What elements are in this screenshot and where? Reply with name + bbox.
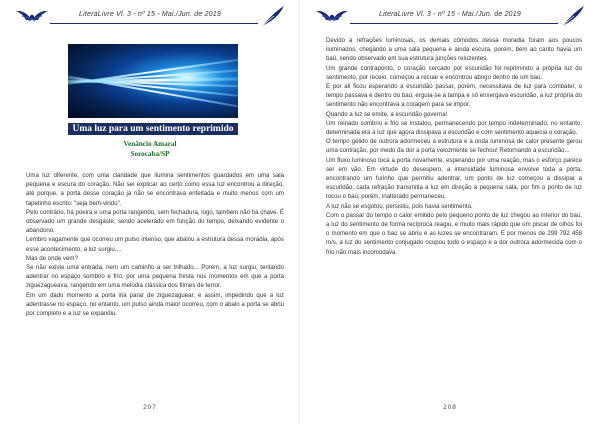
right-header xyxy=(312,6,588,24)
header-rule xyxy=(350,23,558,24)
paragraph: Com o passar do tempo o calor emitido pelo pequeno ponto de luz chegou ao interior do baú, a luz do sentimento de forma recíproca reagiu, e muito mais rápido que um piscar de olhos foi o momento em que o baú se abriu e as luzes se encontraram. E por menos de 299 792 458 m/s, a luz do sentimento conjugado ocupou todo o espaço e a dor outrora adormecida com o frio não mais incomodava. xyxy=(326,211,582,256)
article-author: Venâncio Amaral xyxy=(123,140,177,148)
paragraph: E por ali ficou esperando a escuridão passar, porém, necessitava de luz para combater, o tempo passava e dentro do baú, erguia-se a tampa e só enxergava escuridão, a luz própria do sentimento não encontrava a coragem para se impor. xyxy=(326,83,582,109)
right-page xyxy=(300,0,600,424)
page-number: 207 xyxy=(143,404,157,411)
right-body-text xyxy=(326,36,582,257)
paragraph: A luz não se esgotou, persistiu, pois havia sentimento. xyxy=(326,202,473,210)
paragraph: O tempo gélido de outrora adormeceu a estrutura e a onda luminosa de calor presente gerou uma contração, por medo da dor a porta velozmente se fechou! Retornando a escuridão... xyxy=(326,138,582,155)
paragraph: Se não existe uma entrada, nem um caminho a ser trilhado... Porém, a luz surgiu, tentando adentrar no espaço sombrio e frio, por uma pequena fresta nos momentos em que a porta ziguezagueava, rangendo em uma melodia clássica dos filmes de terror. xyxy=(26,264,284,290)
article-illustration xyxy=(68,44,238,118)
quill-pen-icon xyxy=(560,4,586,28)
paragraph: Lembro vagamente que ocorreu um pulso intenso, que abalou a estrutura dessa moradia, após esse acontecimento, a luz surgiu.... xyxy=(26,236,284,253)
left-body-text xyxy=(26,171,284,318)
article-city: Sorocaba/SP xyxy=(130,150,170,158)
header-text: LiteraLivre Vl. 3 - nº 15 - Mai./Jun. de 2019 xyxy=(79,11,221,18)
quill-pen-icon xyxy=(260,4,286,28)
header-rule xyxy=(50,23,258,24)
paragraph: Devido a refrações luminosas, os demais cômodos dessa moradia foram aos poucos iluminados, chegando a uma sala pequena e ainda escura, porém, bem ao canto havia um baú, sendo observado em sua estrutura junções reluzentes. xyxy=(326,37,582,63)
left-header xyxy=(12,6,288,24)
article-title: Uma luz para um sentimento reprimido xyxy=(68,123,238,135)
paragraph: Uma luz diferente, com uma claridade que ilumina sentimentos guardados em uma sala pequena e escura do coração. Não sei explicar ao certo como essa luz encontrou a direção, até porque, a porta desse coração já não se encontrava enfeitada e muito menos com um tapetinho escrito: "seja bem-vindo". xyxy=(26,172,284,207)
paragraph: Em um dado momento a porta iria parar de ziguezaguear, e assim, impedindo que a luz adentrasse no espaço, no entanto, um pulso ainda maior ocorreu, com o abalo a porta se abriu por completo e a luz se expandiu. xyxy=(26,291,284,318)
paragraph: Um fluxo luminoso tocá a porta novamente, esperando por uma reação, mas o esforço parece ser em vão. Em virtude do desespero, a intensidade luminosa envolve toda a porta, encontrando um furinho que permitiu adentrar, um ponto de luz começou a dissipar a escuridão, cada refração transmitia a luz em direção a pequena sala, por fim o ponto de luz tocou o baú, porém, inalterado permaneceu. xyxy=(326,156,582,201)
paragraph: Mas de onde vem? xyxy=(26,254,78,262)
header-text: LiteraLivre Vl. 3 - nº 15 - Mai./Jun. de 2019 xyxy=(379,11,521,18)
paragraph: Um reinado sombrio e frio se instalou, permanecendo por tempo indeterminado, no entanto, determinada era a luz que agora dissipava a escuridão e com sentimento aquecia o coração. xyxy=(326,119,582,137)
paragraph: Um grande contraponto, o coração cercado por escuridão foi reprimindo a própria luz do sentimento, por receio, começou a recuar e encontrou abrigo dentro de um baú. xyxy=(326,64,582,81)
page-number: 208 xyxy=(443,404,457,411)
paragraph: Quando a luz se emite, a escuridão governa! xyxy=(326,110,448,118)
paragraph: Pelo contrário, há poeira e uma porta rangendo, sem fechadura, logo, também não há chave. É observado um grande desgaste, sendo acelerado em função do tempo, deixando evidente o abandono. xyxy=(26,208,284,235)
